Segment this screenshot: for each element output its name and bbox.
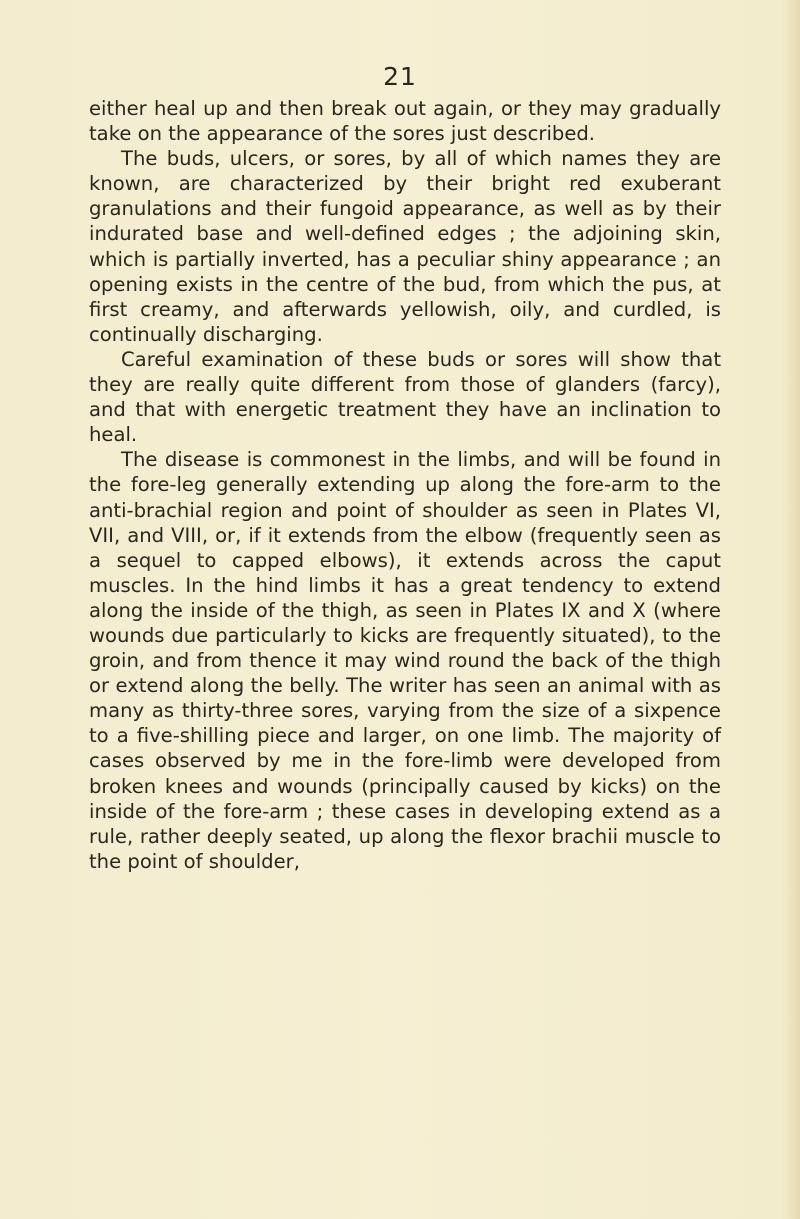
paragraph-buds-description: The buds, ulcers, or sores, by all of which names they are known, are characterized by their bright red exuberant granulations and their fungoid appearance, as well as by their indurated base and well-defined edges ; the adjoining skin, which is partially inverted, has a peculiar shiny appearance ; an opening exists in the centre of the bud, from which the pus, at first creamy, and afterwards yellowish, oily, and curdled, is continually discharging. [89, 147, 721, 346]
page-body-text [89, 96, 721, 874]
page-number: 21 [383, 62, 417, 91]
paragraph-disease-limbs: The disease is commonest in the limbs, and will be found in the fore-leg generally extending up along the fore-arm to the anti-brachial region and point of shoulder as seen in Plates VI, VII, and VIII, or, if it extends from the elbow (frequently seen as a sequel to capped elbows), it extends across the caput muscles. In the hind limbs it has a great tendency to extend along the inside of the thigh, as seen in Plates IX and X (where wounds due particularly to kicks are frequently situated), to the groin, and from thence it may wind round the back of the thigh or extend along the belly. The writer has seen an animal with as many as thirty-three sores, varying from the size of a sixpence to a five-shilling piece and larger, on one limb. The majority of cases observed by me in the fore-limb were developed from broken knees and wounds (principally caused by kicks) on the inside of the fore-arm ; these cases in developing extend as a rule, rather deeply seated, up along the flexor brachii muscle to the point of shoulder, [89, 448, 721, 873]
paragraph-careful-examination: Careful examination of these buds or sores will show that they are really quite different from those of glanders (farcy), and that with energetic treatment they have an inclination to heal. [89, 347, 721, 447]
page-edge-shadow [782, 0, 800, 1219]
paragraph-continuation: either heal up and then break out again, or they may gradually take on the appearance of the sores just described. [89, 97, 721, 146]
